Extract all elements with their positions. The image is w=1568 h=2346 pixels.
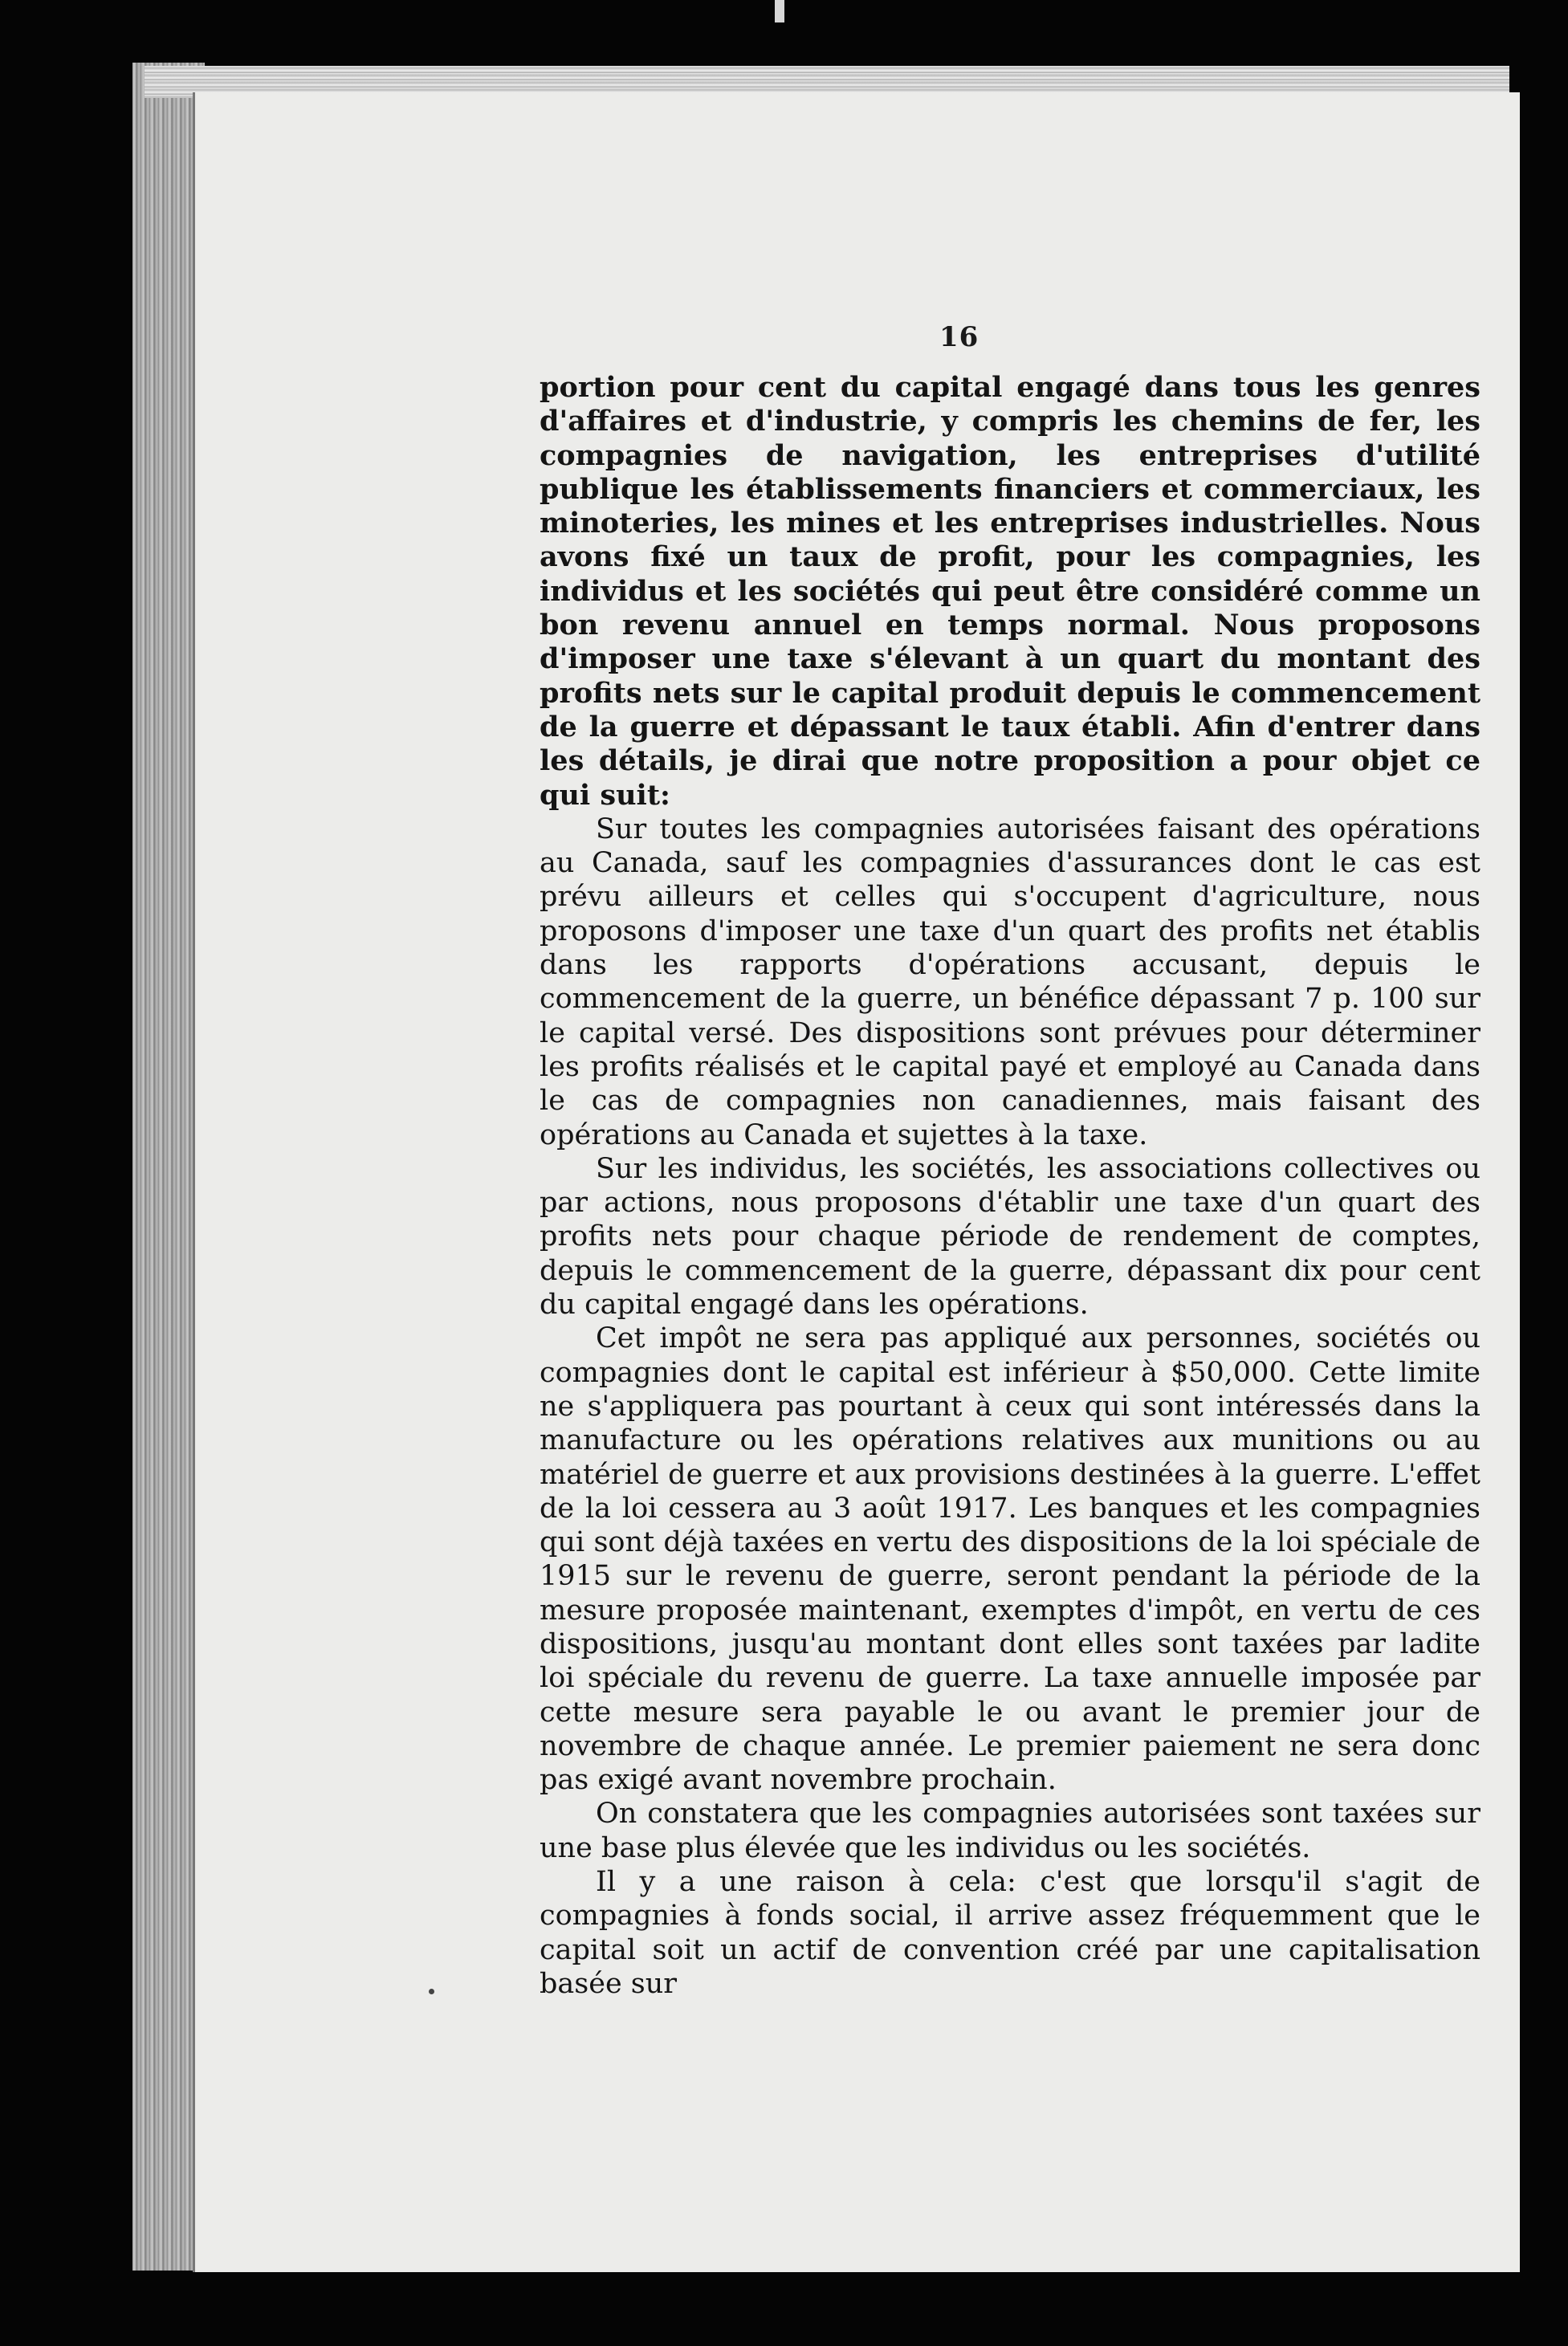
paragraph (540, 371, 1480, 813)
paragraph: Sur les individus, les sociétés, les associations collectives ou par actions, nous proposons d'établir une taxe d'un quart des profits nets pour chaque période de rendement de comptes, depuis le commencement de la guerre, dépassant dix pour cent du capital engagé dans les opérations. (540, 1152, 1480, 1322)
film-mark (775, 0, 784, 22)
body-text (540, 371, 1480, 2001)
page-number: 16 (939, 321, 979, 353)
paragraph: On constatera que les compagnies autorisées sont taxées sur une base plus élevée que les individus ou les sociétés. (540, 1798, 1480, 1864)
paragraph-text: portion pour cent du capital engagé dans tous les genres d'affaires et d'industrie, y compris les chemins de fer, les compagnies de navigation, les entreprises d'utilité publique les établissements financiers et commerciaux, les minoteries, les mines et les entreprises industrielles. (540, 371, 1480, 540)
paragraph: Cet impôt ne sera pas appliqué aux personnes, sociétés ou compagnies dont le capital est inférieur à $50,000. Cette limite ne s'appliquera pas pourtant à ceux qui sont intéressés dans la manufacture ou les opérations relatives aux munitions ou au matériel de guerre et aux provisions destinées à la guerre. L'effet de la loi cessera au 3 août 1917. Les banques et les compagnies qui sont déjà taxées en vertu des dispositions de la loi spéciale de 1915 sur le revenu de guerre, seront pendant la période de la mesure proposée maintenant, exemptes d'impôt, en vertu de ces dispositions, jusqu'au montant dont elles sont taxées par ladite loi spéciale du revenu de guerre. La taxe annuelle imposée par cette mesure sera payable le ou avant le premier jour de novembre de chaque année. Le premier paiement ne sera donc pas exigé avant novembre prochain. (540, 1322, 1480, 1797)
paragraph: Il y a une raison à cela: c'est que lorsqu'il s'agit de compagnies à fonds social, il arrive assez fréquemment que le capital soit un actif de convention créé par une capitalisation basée sur (540, 1866, 1480, 2000)
paragraph: Sur toutes les compagnies autorisées faisant des opérations au Canada, sauf les compagnies d'assurances dont le cas est prévu ailleurs et celles qui s'occupent d'agriculture, nous proposons d'imposer une taxe d'un quart des profits net établis dans les rapports d'opérations accusant, depuis le commencement de la guerre, un bénéfice dépassant 7 p. 100 sur le capital versé. Des dispositions sont prévues pour déterminer les profits réalisés et le capital payé et employé au Canada dans le cas de compagnies non canadiennes, mais faisant des opérations au Canada et sujettes à la taxe. (540, 813, 1480, 1151)
ink-speck (429, 1989, 434, 1994)
paragraph-text: Nous avons fixé un taux de profit, pour les compagnies, les individus et les sociétés qui peut être considéré comme un bon revenu annuel en temps normal. Nous proposons d'imposer une taxe s'élevant à un quart du montant des profits nets sur le capital produit depuis le commencement de la guerre et dépassant le taux établi. Afin d'entrer dans les détails, je dirai que notre proposition a pour objet ce qui suit: (540, 507, 1481, 812)
